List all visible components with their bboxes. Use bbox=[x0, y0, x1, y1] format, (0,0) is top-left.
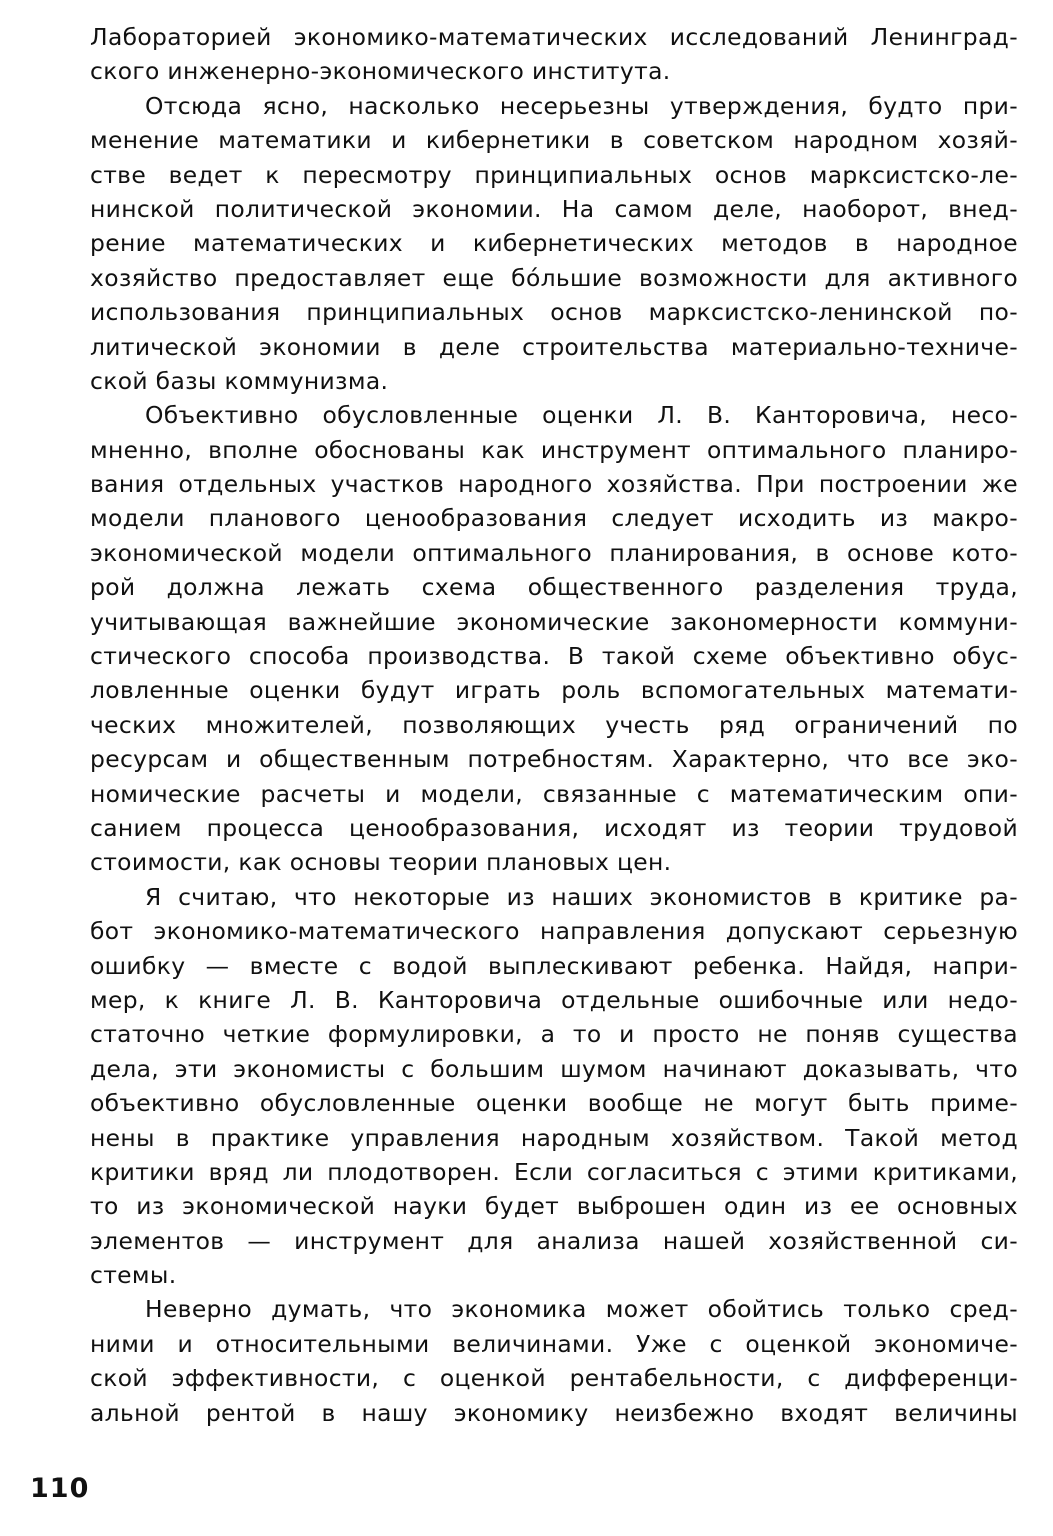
text-line: мненно, вполне обоснованы как инструмент оптимального планиро- bbox=[90, 435, 1018, 464]
text-line: менение математики и кибернетики в советском народном хозяй- bbox=[90, 126, 1018, 155]
text-line: элементов — инструмент для анализа нашей хозяйственной си- bbox=[90, 1226, 1018, 1255]
text-line: экономической модели оптимального планирования, в основе кото- bbox=[90, 538, 1018, 567]
text-line: модели планового ценообразования следует исходить из макро- bbox=[90, 504, 1018, 533]
text-line: хозяйство предоставляет еще бо́льшие возможности для активного bbox=[90, 263, 1018, 292]
text-line: стве ведет к пересмотру принципиальных основ марксистско-ле- bbox=[90, 160, 1018, 189]
text-line: литической экономии в деле строительства материально-техниче- bbox=[90, 332, 1018, 361]
text-line: ресурсам и общественным потребностям. Характерно, что все эко- bbox=[90, 745, 1018, 774]
text-line: стоимости, как основы теории плановых цен. bbox=[90, 848, 672, 877]
text-line: учитывающая важнейшие экономические закономерности коммуни- bbox=[90, 607, 1018, 636]
text-line: нинской политической экономии. На самом деле, наоборот, внед- bbox=[90, 194, 1018, 223]
text-line: вания отдельных участков народного хозяйства. При построении же bbox=[90, 470, 1018, 499]
text-line: объективно обусловленные оценки вообще не могут быть приме- bbox=[90, 1089, 1018, 1118]
text-line: ческих множителей, позволяющих учесть ряд ограничений по bbox=[90, 710, 1018, 739]
text-line: то из экономической науки будет выброшен один из ее основных bbox=[90, 1192, 1018, 1221]
paragraph-first-line: Объективно обусловленные оценки Л. В. Канторовича, несо- bbox=[145, 401, 1018, 430]
text-line: ошибку — вместе с водой выплескивают ребенка. Найдя, напри- bbox=[90, 951, 1018, 980]
text-line: ловленные оценки будут играть роль вспомогательных математи- bbox=[90, 676, 1018, 705]
text-line: ними и относительными величинами. Уже с оценкой экономиче- bbox=[90, 1329, 1018, 1358]
text-line: дела, эти экономисты с большим шумом начинают доказывать, что bbox=[90, 1054, 1018, 1083]
paragraph-first-line: Я считаю, что некоторые из наших экономистов в критике ра- bbox=[145, 882, 1018, 911]
text-line: нены в практике управления народным хозяйством. Такой метод bbox=[90, 1123, 1018, 1152]
text-line: стемы. bbox=[90, 1261, 177, 1290]
text-line: стического способа производства. В такой схеме объективно обус- bbox=[90, 642, 1018, 671]
text-line: ской базы коммунизма. bbox=[90, 366, 389, 395]
text-line: статочно четкие формулировки, а то и просто не поняв существа bbox=[90, 1020, 1018, 1049]
text-line: альной рентой в нашу экономику неизбежно входят величины bbox=[90, 1398, 1018, 1427]
text-line: критики вряд ли плодотворен. Если согласиться с этими критиками, bbox=[90, 1157, 1018, 1186]
paragraph-first-line: Неверно думать, что экономика может обойтись только сред- bbox=[145, 1295, 1018, 1324]
text-line: использования принципиальных основ марксистско-ленинской по- bbox=[90, 298, 1018, 327]
text-line: ской эффективности, с оценкой рентабельности, с дифференци- bbox=[90, 1364, 1018, 1393]
text-line: рение математических и кибернетических методов в народное bbox=[90, 229, 1018, 258]
text-line: номические расчеты и модели, связанные с математическим опи- bbox=[90, 779, 1018, 808]
text-line: рой должна лежать схема общественного разделения труда, bbox=[90, 573, 1018, 602]
text-line: бот экономико-математического направления допускают серьезную bbox=[90, 917, 1018, 946]
paragraph-first-line: Отсюда ясно, насколько несерьезны утверждения, будто при- bbox=[145, 91, 1018, 120]
page-number: 110 bbox=[30, 1473, 90, 1504]
text-line: санием процесса ценообразования, исходят из теории трудовой bbox=[90, 813, 1018, 842]
text-line: ского инженерно-экономического института. bbox=[90, 57, 671, 86]
page-body bbox=[90, 20, 1018, 1430]
text-line: Лабораторией экономико-математических исследований Ленинград- bbox=[90, 23, 1018, 51]
text-line: мер, к книге Л. В. Канторовича отдельные ошибочные или недо- bbox=[90, 985, 1018, 1014]
